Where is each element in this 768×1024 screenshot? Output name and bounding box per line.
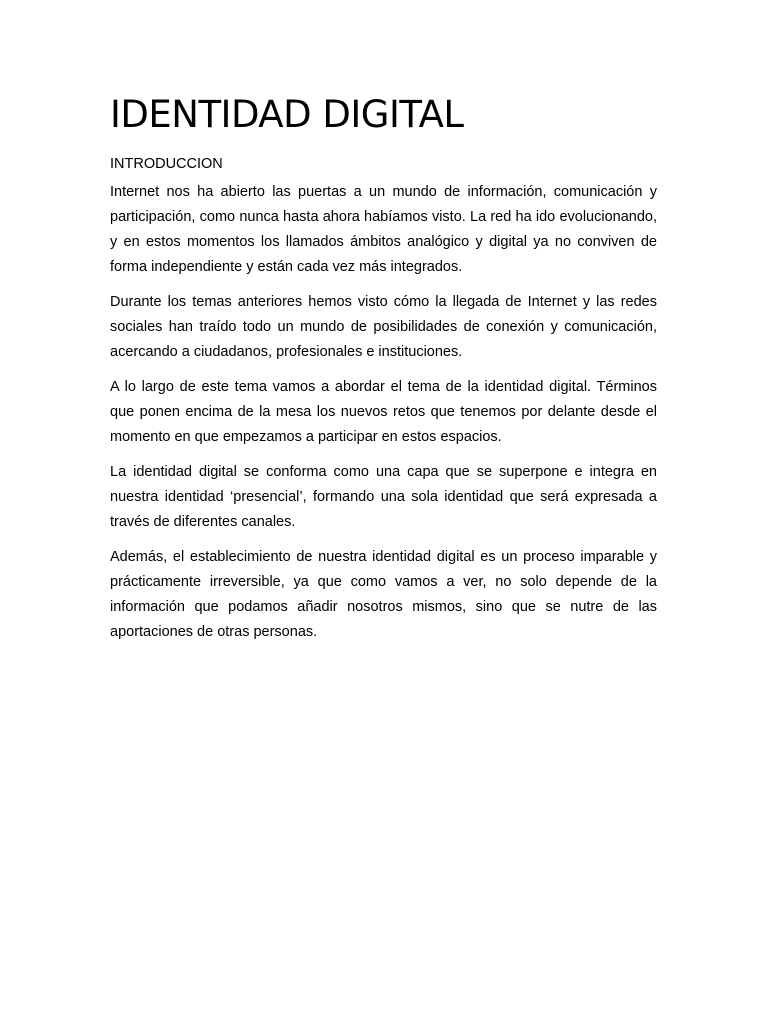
paragraph-4: La identidad digital se conforma como una capa que se superpone e integra en nuestra identidad ‘presencial’, formando una sola identidad que será expresada a través de diferentes canales. — [110, 464, 657, 530]
document-title: IDENTIDAD DIGITAL — [110, 93, 464, 136]
paragraph-1: Internet nos ha abierto las puertas a un mundo de información, comunicación y participación, como nunca hasta ahora habíamos visto. La red ha ido evolucionando, y en estos momentos los llamados ámbitos analógico y digital ya no conviven de forma independiente y están cada vez más integrados. — [110, 184, 657, 275]
section-heading: INTRODUCCION — [110, 156, 223, 172]
paragraph-3: A lo largo de este tema vamos a abordar el tema de la identidad digital. Términos que ponen encima de la mesa los nuevos retos que tenemos por delante desde el momento en que empezamos a participar en estos espacios. — [110, 379, 657, 445]
paragraph-5: Además, el establecimiento de nuestra identidad digital es un proceso imparable y prácticamente irreversible, ya que como vamos a ver, no solo depende de la información que podamos añadir nosotros mismos, sino que se nutre de las aportaciones de otras personas. — [110, 549, 657, 640]
paragraph-2: Durante los temas anteriores hemos visto cómo la llegada de Internet y las redes sociales han traído todo un mundo de posibilidades de conexión y comunicación, acercando a ciudadanos, profesionales e instituciones. — [110, 294, 657, 360]
document-body — [110, 92, 657, 655]
